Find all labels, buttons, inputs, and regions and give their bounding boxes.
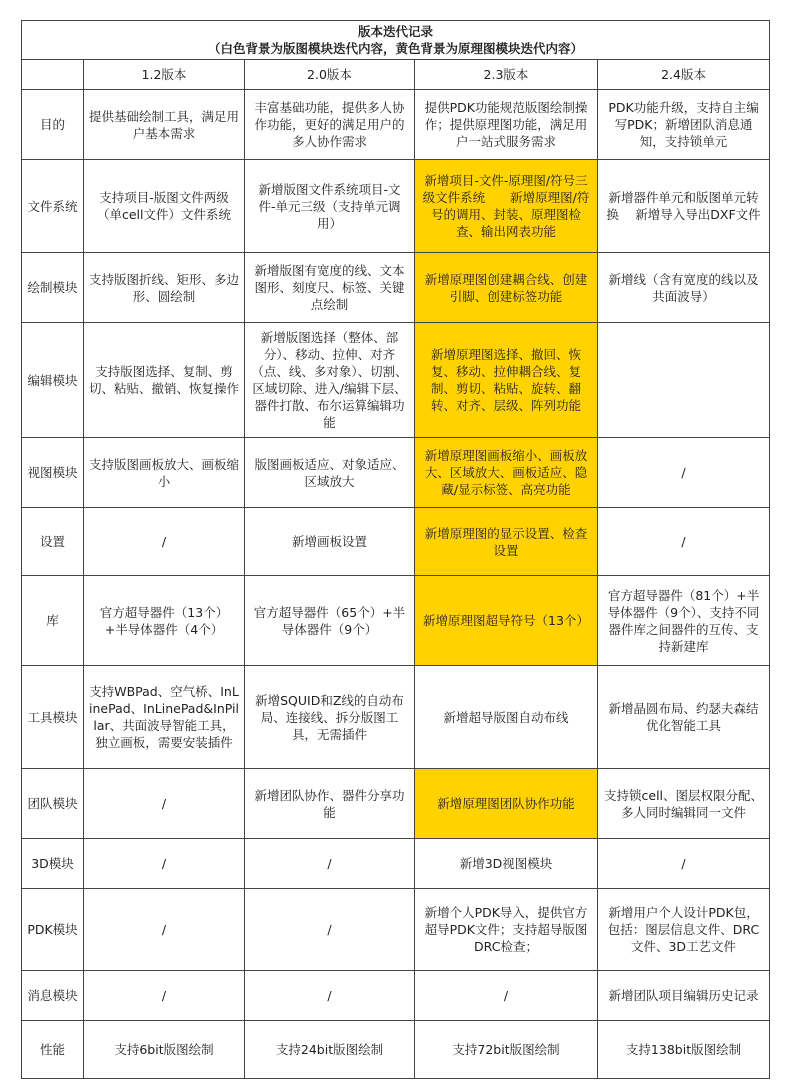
row-label: PDK模块 bbox=[22, 889, 84, 971]
version-cell: 新增版图有宽度的线、文本图形、刻度尺、标签、关键点绘制 bbox=[245, 253, 415, 323]
version-cell: / bbox=[84, 839, 245, 889]
version-header: 1.2版本 bbox=[84, 60, 245, 90]
version-cell: 丰富基础功能，提供多人协作功能，更好的满足用户的多人协作需求 bbox=[245, 90, 415, 160]
version-cell: 新增画板设置 bbox=[245, 508, 415, 576]
version-cell: 新增原理图创建耦合线、创建引脚、创建标签功能 bbox=[415, 253, 598, 323]
row-label: 库 bbox=[22, 576, 84, 666]
version-cell: 版图画板适应、对象适应、区域放大 bbox=[245, 438, 415, 508]
version-cell: 新增线（含有宽度的线以及共面波导） bbox=[598, 253, 770, 323]
version-cell: 提供PDK功能规范版图绘制操作；提供原理图功能，满足用户一站式服务需求 bbox=[415, 90, 598, 160]
version-cell: 新增原理图团队协作功能 bbox=[415, 769, 598, 839]
version-cell: 支持72bit版图绘制 bbox=[415, 1021, 598, 1079]
version-header-row bbox=[22, 60, 770, 90]
table-row bbox=[22, 160, 770, 253]
table-row bbox=[22, 971, 770, 1021]
version-cell: 新增SQUID和Z线的自动布局、连接线、拆分版图工具，无需插件 bbox=[245, 666, 415, 769]
version-cell: 支持版图选择、复制、剪切、粘贴、撤销、恢复操作 bbox=[84, 323, 245, 438]
version-cell: 支持版图折线、矩形、多边形、圆绘制 bbox=[84, 253, 245, 323]
version-cell: 支持6bit版图绘制 bbox=[84, 1021, 245, 1079]
version-cell: / bbox=[245, 839, 415, 889]
version-cell: 新增版图选择（整体、部分）、移动、拉伸、对齐（点、线、多对象）、切割、区域切除、进入/编辑下层、器件打散、布尔运算编辑功能 bbox=[245, 323, 415, 438]
version-header: 2.0版本 bbox=[245, 60, 415, 90]
version-cell: 新增团队项目编辑历史记录 bbox=[598, 971, 770, 1021]
version-cell: 支持24bit版图绘制 bbox=[245, 1021, 415, 1079]
row-label: 编辑模块 bbox=[22, 323, 84, 438]
table-title-line2: （白色背景为版图模块迭代内容，黄色背景为原理图模块迭代内容） bbox=[208, 41, 584, 56]
row-label: 工具模块 bbox=[22, 666, 84, 769]
version-cell: / bbox=[84, 508, 245, 576]
version-cell: / bbox=[598, 438, 770, 508]
row-label: 绘制模块 bbox=[22, 253, 84, 323]
version-cell: / bbox=[415, 971, 598, 1021]
table-row bbox=[22, 90, 770, 160]
row-label: 消息模块 bbox=[22, 971, 84, 1021]
version-cell bbox=[598, 323, 770, 438]
version-cell: PDK功能升级，支持自主编写PDK；新增团队消息通知，支持锁单元 bbox=[598, 90, 770, 160]
version-cell: 新增晶圆布局、约瑟夫森结优化智能工具 bbox=[598, 666, 770, 769]
row-label: 目的 bbox=[22, 90, 84, 160]
version-cell: / bbox=[245, 971, 415, 1021]
row-label: 视图模块 bbox=[22, 438, 84, 508]
row-label: 3D模块 bbox=[22, 839, 84, 889]
version-cell: / bbox=[84, 889, 245, 971]
table-title-line1: 版本迭代记录 bbox=[358, 24, 434, 39]
version-cell: 官方超导器件（13个）+半导体器件（4个） bbox=[84, 576, 245, 666]
version-cell: 新增原理图选择、撤回、恢复、移动、拉伸耦合线、复制、剪切、粘贴、旋转、翻转、对齐、层级、阵列功能 bbox=[415, 323, 598, 438]
version-cell: 新增3D视图模块 bbox=[415, 839, 598, 889]
version-cell: / bbox=[84, 769, 245, 839]
version-cell: / bbox=[598, 508, 770, 576]
title-row bbox=[22, 21, 770, 60]
table-row bbox=[22, 839, 770, 889]
version-cell: 新增原理图超导符号（13个） bbox=[415, 576, 598, 666]
table-row bbox=[22, 576, 770, 666]
version-cell: 新增原理图的显示设置、检查设置 bbox=[415, 508, 598, 576]
row-label: 文件系统 bbox=[22, 160, 84, 253]
version-cell: 新增项目-文件-原理图/符号三级文件系统 新增原理图/符号的调用、封装、原理图检查、输出网表功能 bbox=[415, 160, 598, 253]
row-label: 设置 bbox=[22, 508, 84, 576]
version-cell: 提供基础绘制工具，满足用户基本需求 bbox=[84, 90, 245, 160]
table-row bbox=[22, 889, 770, 971]
row-label: 团队模块 bbox=[22, 769, 84, 839]
version-cell: 官方超导器件（81个）+半导体器件（9个）、支持不同器件库之间器件的互传、支持新建库 bbox=[598, 576, 770, 666]
row-label: 性能 bbox=[22, 1021, 84, 1079]
table-row bbox=[22, 323, 770, 438]
version-header: 2.4版本 bbox=[598, 60, 770, 90]
version-cell: 支持锁cell、图层权限分配、多人同时编辑同一文件 bbox=[598, 769, 770, 839]
version-cell: / bbox=[245, 889, 415, 971]
version-cell: 支持138bit版图绘制 bbox=[598, 1021, 770, 1079]
version-header: 2.3版本 bbox=[415, 60, 598, 90]
table-row bbox=[22, 438, 770, 508]
version-cell: 支持WBPad、空气桥、InLinePad、InLinePad&InPillar、共面波导智能工具，独立画板，需要安装插件 bbox=[84, 666, 245, 769]
table-row bbox=[22, 666, 770, 769]
table-row bbox=[22, 1021, 770, 1079]
version-cell: 新增器件单元和版图单元转换 新增导入导出DXF文件 bbox=[598, 160, 770, 253]
version-cell: 新增团队协作、器件分享功能 bbox=[245, 769, 415, 839]
version-cell: 新增个人PDK导入，提供官方超导PDK文件；支持超导版图DRC检查； bbox=[415, 889, 598, 971]
table-row bbox=[22, 253, 770, 323]
corner-cell bbox=[22, 60, 84, 90]
version-cell: 新增版图文件系统项目-文件-单元三级（支持单元调用） bbox=[245, 160, 415, 253]
version-cell: 官方超导器件（65个）+半导体器件（9个） bbox=[245, 576, 415, 666]
version-history-table bbox=[21, 20, 770, 1079]
table-row bbox=[22, 769, 770, 839]
version-cell: 新增原理图画板缩小、画板放大、区域放大、画板适应、隐藏/显示标签、高亮功能 bbox=[415, 438, 598, 508]
version-cell: 支持项目-版图文件两级（单cell文件）文件系统 bbox=[84, 160, 245, 253]
table-title bbox=[22, 21, 770, 60]
version-cell: 新增用户个人设计PDK包，包括：图层信息文件、DRC文件、3D工艺文件 bbox=[598, 889, 770, 971]
version-cell: / bbox=[598, 839, 770, 889]
version-cell: 新增超导版图自动布线 bbox=[415, 666, 598, 769]
version-cell: / bbox=[84, 971, 245, 1021]
table-row bbox=[22, 508, 770, 576]
version-cell: 支持版图画板放大、画板缩小 bbox=[84, 438, 245, 508]
